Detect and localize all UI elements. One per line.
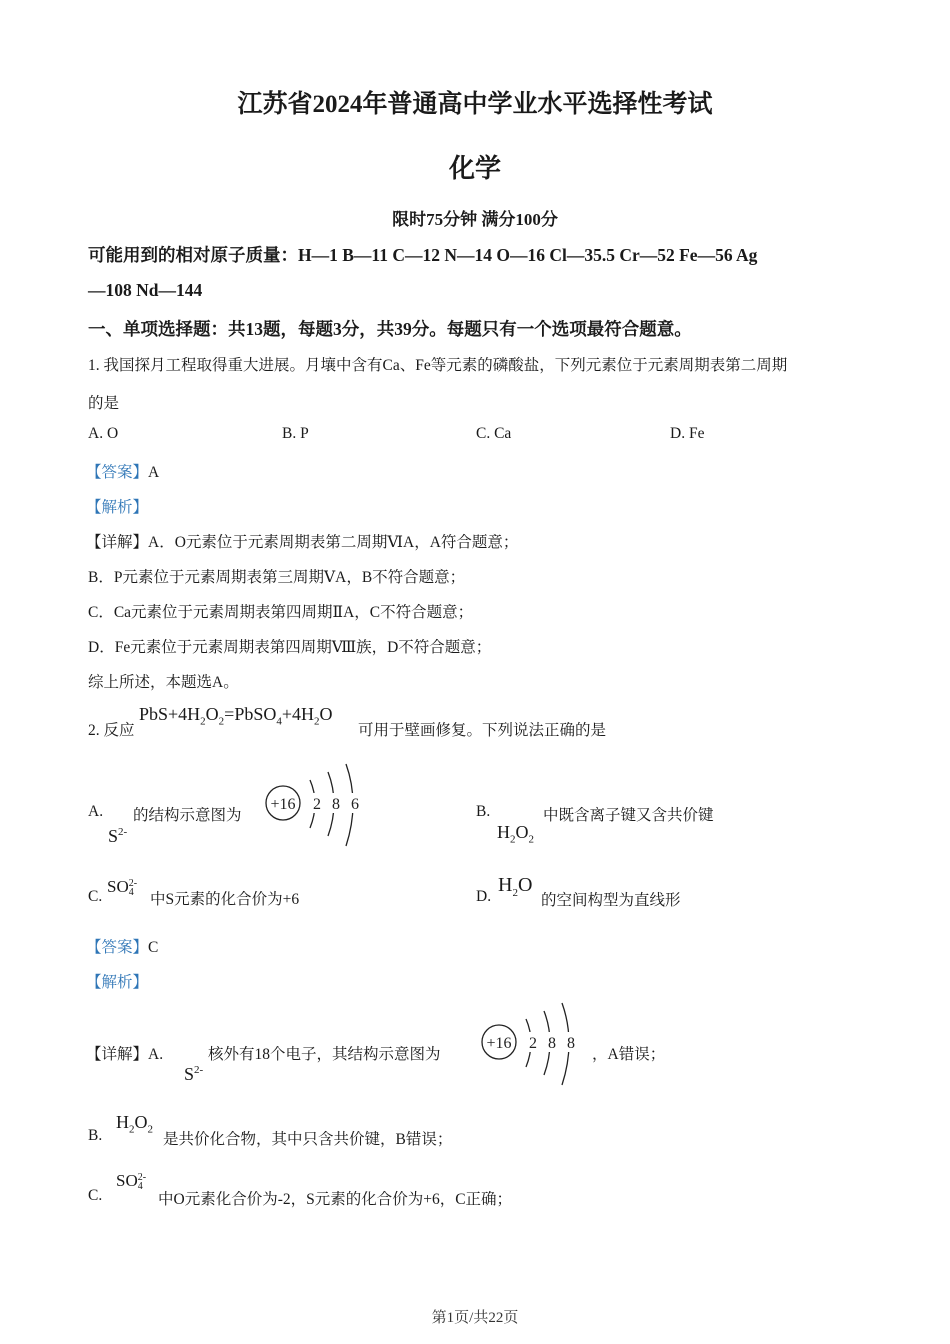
q2-analysis-tag: 【解析】 (86, 974, 149, 991)
q2-option-a-ion: $S^{2-}$ (108, 826, 128, 846)
q2-option-a-text: 的结构示意图为 (133, 807, 242, 824)
subject-title: 化学 (448, 154, 501, 183)
q2-detail-b-text: 是共价化合物，其中只含共价键，B错误； (163, 1131, 453, 1148)
q2-detail-b-label: B. (88, 1127, 103, 1144)
svg-text:8: 8 (548, 1035, 556, 1052)
q2-option-c-text: 中S元素的化合价为+6 (150, 891, 300, 908)
q1-option-d: D. Fe (670, 425, 705, 442)
q1-detail-a: 【详解】A．O元素位于元素周期表第二周期ⅥA，A符合题意； (86, 534, 519, 551)
q2-detail-a-text: 核外有18个电子，其结构示意图为 (208, 1046, 441, 1063)
q2-detail-b-formula: $H_2O_2$ (116, 1112, 153, 1136)
q2-answer (86, 935, 158, 957)
q2-option-c-label: C. (88, 888, 103, 905)
q2-detail-a-ion: $S^{2-}$ (184, 1064, 204, 1084)
svg-text:2: 2 (313, 796, 321, 813)
q2-option-d-label: D. (476, 888, 492, 905)
q2-option-a-label: A. (88, 803, 104, 820)
q2-equation: $PbS+4H_2O_2=PbSO_4+4H_2O$ (139, 704, 333, 728)
answer-tag: 【答案】 (86, 939, 149, 956)
q2-option-d-text: 的空间构型为直线形 (541, 892, 681, 909)
q1-option-b: B. P (282, 425, 309, 442)
q1-option-c: C. Ca (476, 425, 512, 442)
q1-stem-line2: 的是 (88, 395, 120, 412)
section-heading: 一、单项选择题：共13题，每题3分，共39分。每题只有一个选项最符合题意。 (88, 319, 692, 339)
svg-text:+16: +16 (486, 1035, 512, 1052)
q1-conclusion: 综上所述，本题选A。 (88, 674, 239, 691)
q1-detail-d: D．Fe元素位于元素周期表第四周期Ⅷ族，D不符合题意； (88, 639, 492, 656)
q2-detail-a-head: 【详解】A. (86, 1046, 164, 1063)
q1-analysis-tag: 【解析】 (86, 499, 149, 516)
q2-detail-c-label: C. (88, 1187, 103, 1204)
q1-option-a: A. O (88, 425, 119, 442)
atomic-masses-line1: 可能用到的相对原子质量：H—1 B—11 C—12 N—14 O—16 Cl—35.5 Cr—52 Fe—56 Ag (88, 245, 758, 265)
q2-option-c-formula: SO2- 4 (107, 877, 138, 899)
answer-value: A (148, 464, 160, 481)
q2-detail-a-end: ，A错误； (592, 1046, 666, 1063)
q2-detail-c-text: 中O元素化合价为-2，S元素的化合价为+6，C正确； (158, 1191, 513, 1208)
q1-detail-b: B．P元素位于元素周期表第三周期ⅤA，B不符合题意； (88, 569, 466, 586)
svg-text:8: 8 (332, 796, 340, 813)
time-score: 限时75分钟 满分100分 (392, 210, 558, 229)
answer-tag: 【答案】 (86, 464, 149, 481)
detail-tag: 【详解】 (86, 1046, 149, 1063)
q2-prefix: 2. 反应 (88, 722, 135, 739)
q2-option-b-formula: $H_2O_2$ (497, 822, 534, 846)
sulfide-ion-diagram-icon (478, 999, 588, 1091)
sulfur-atom-diagram-icon (262, 760, 372, 852)
q1-detail-c: C．Ca元素位于元素周期表第四周期ⅡA，C不符合题意； (88, 604, 474, 621)
svg-text:+16: +16 (270, 796, 296, 813)
page-number: 第1页/共22页 (431, 1310, 519, 1326)
exam-title: 江苏省2024年普通高中学业水平选择性考试 (237, 91, 713, 118)
atomic-masses-line2: —108 Nd—144 (88, 280, 203, 300)
svg-text:2: 2 (529, 1035, 537, 1052)
svg-text:6: 6 (351, 796, 359, 813)
q1-stem-line1: 1. 我国探月工程取得重大进展。月壤中含有Ca、Fe等元素的磷酸盐，下列元素位于元素周期表第二周期 (88, 357, 788, 374)
q2-option-b-label: B. (476, 803, 491, 820)
answer-value: C (148, 939, 159, 956)
detail-tag: 【详解】 (86, 534, 149, 551)
q2-option-b-text: 中既含离子键又含共价键 (543, 807, 714, 824)
svg-text:8: 8 (567, 1035, 575, 1052)
q2-suffix: 可用于壁画修复。下列说法正确的是 (358, 722, 607, 739)
q2-detail-c-formula: SO2- 4 (116, 1171, 147, 1193)
q2-option-d-formula: $H_2O$ (498, 874, 533, 899)
q1-answer (86, 460, 159, 482)
